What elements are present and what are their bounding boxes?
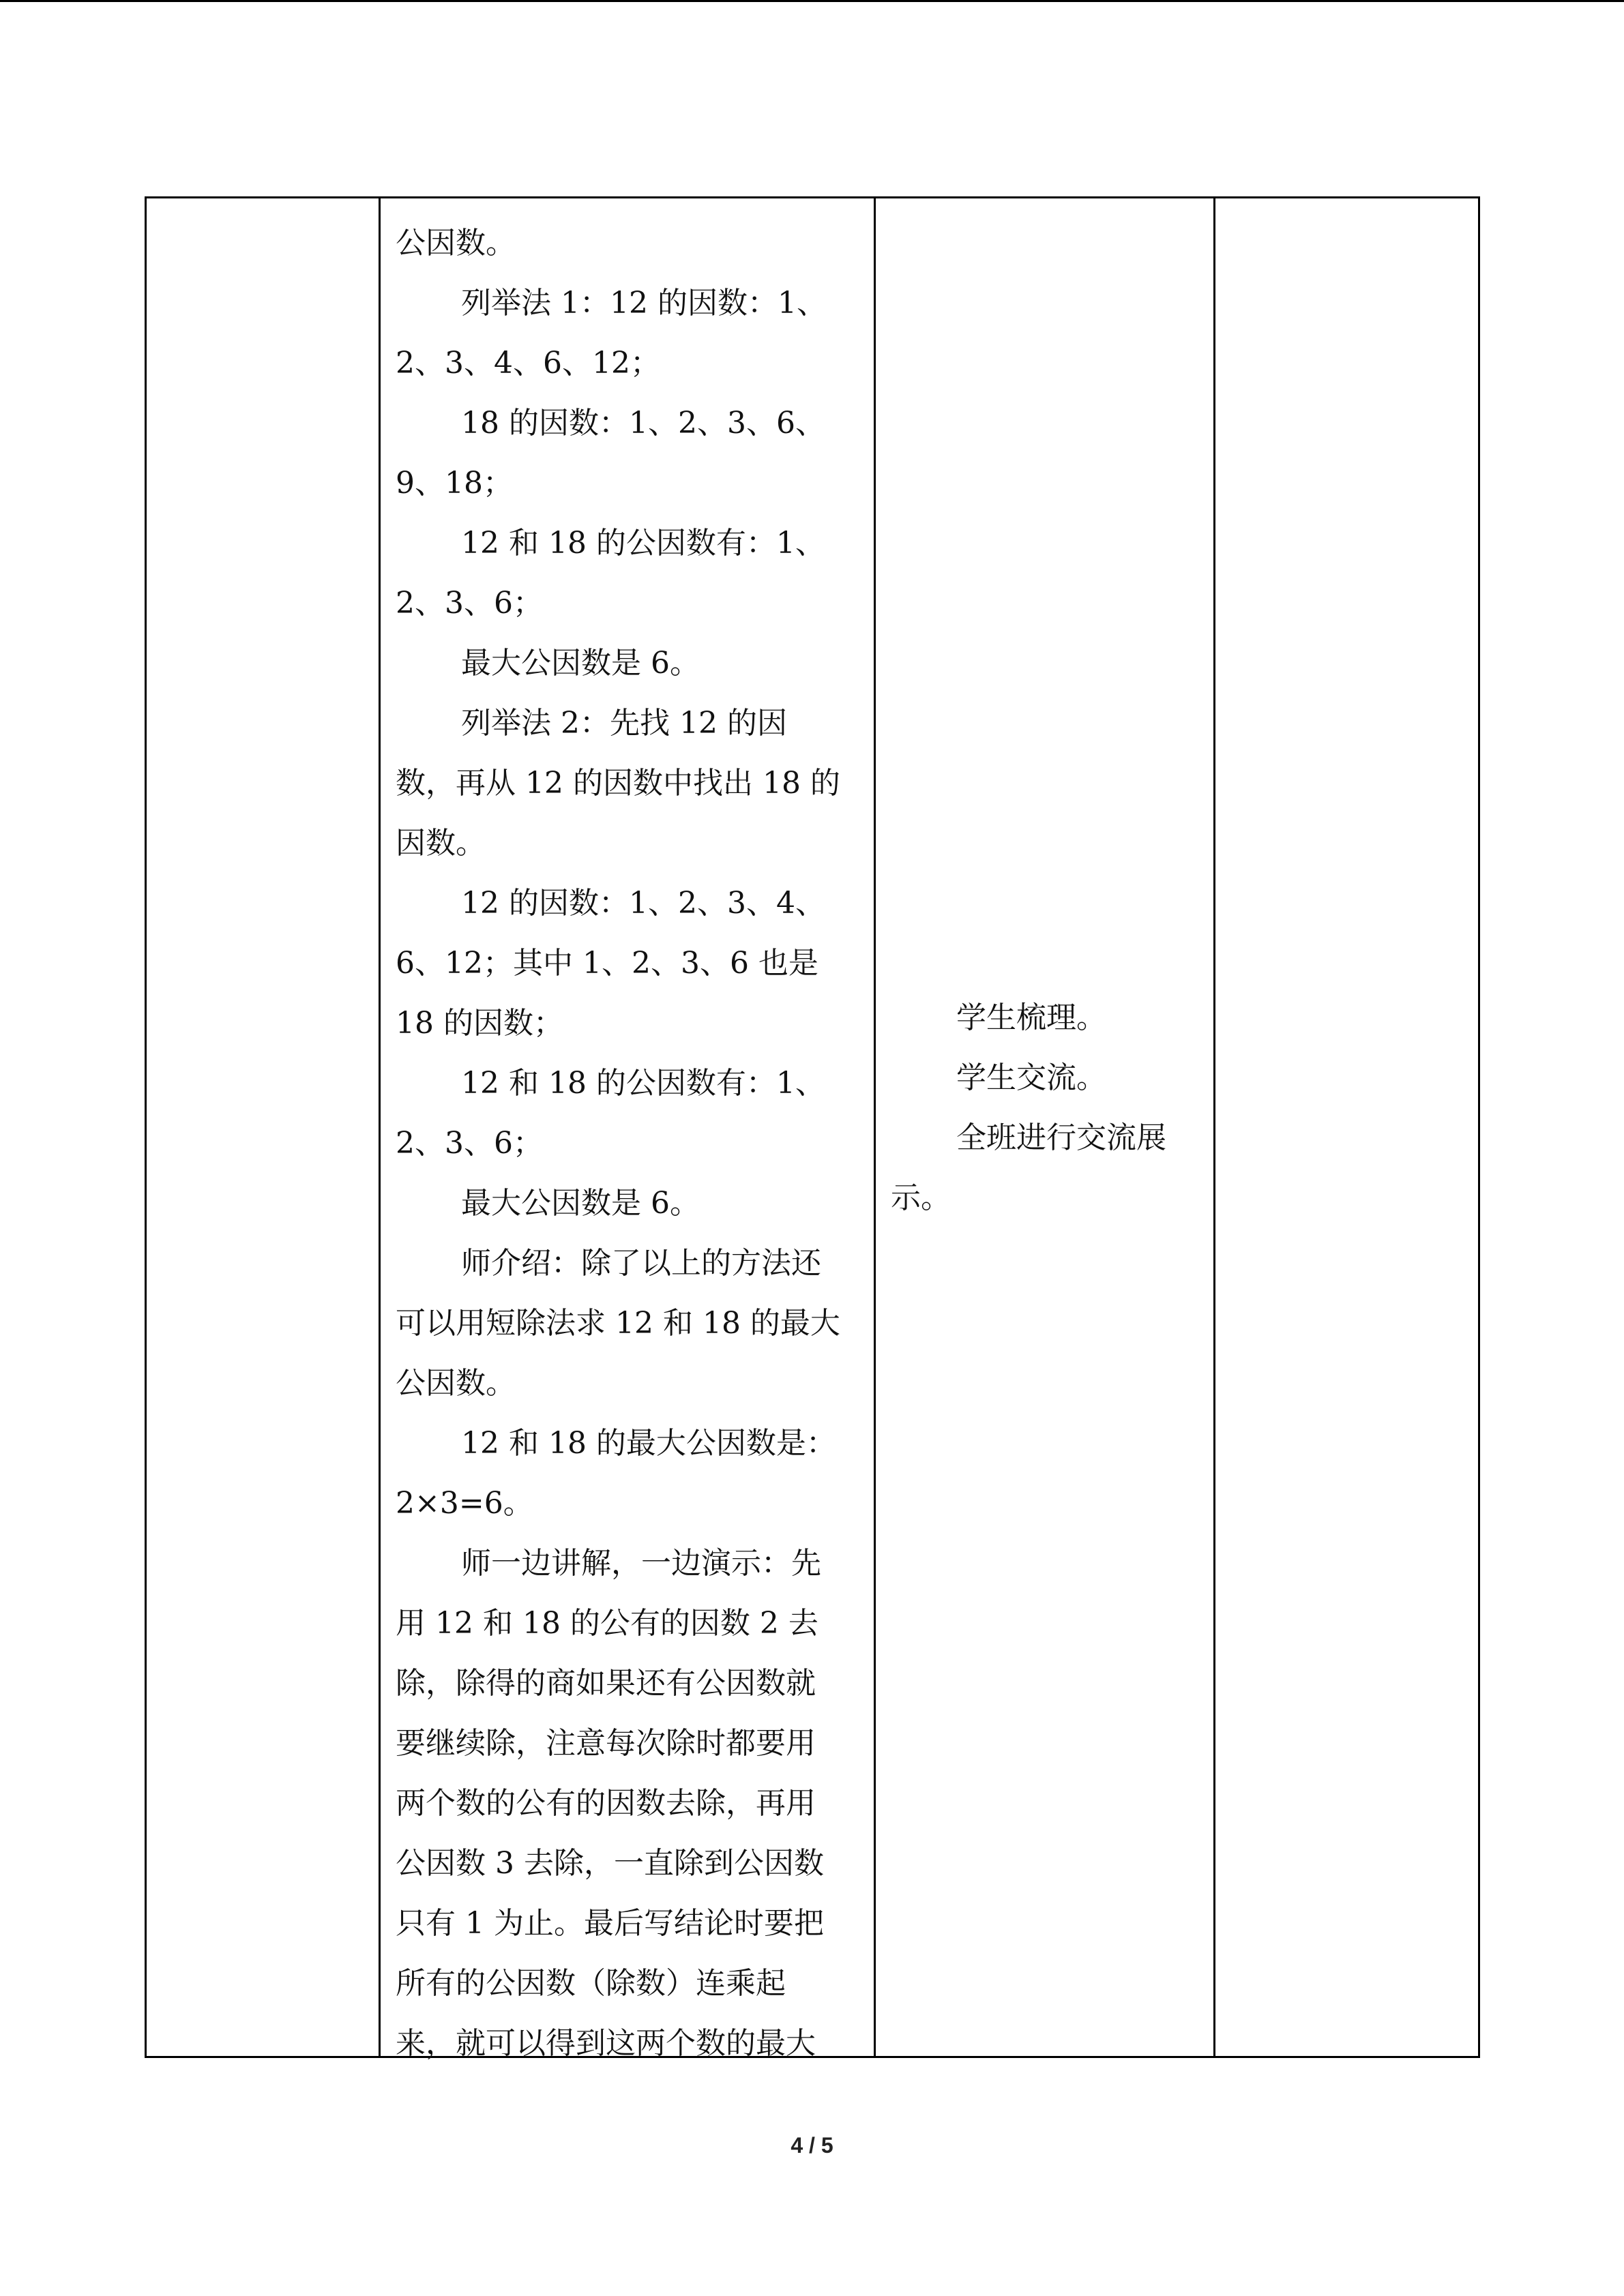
process-text-line: 两个数的公有的因数去除，再用 [396,1786,816,1821]
page-top-border [0,0,1624,2]
process-text-line: 9、18； [396,466,513,501]
process-text-line: 列举法 2：先找 12 的因 [461,706,787,741]
student-text-line: 示。 [891,1180,951,1215]
page-number: 4 / 5 [791,2133,833,2158]
process-text-line: 所有的公因数（除数）连乘起 [396,1966,786,2001]
lesson-table [145,196,1480,2061]
process-text-line: 师一边讲解，一边演示：先 [461,1546,821,1581]
process-text-line: 公因数 3 去除，一直除到公因数 [396,1846,824,1881]
process-text-line: 2、3、6； [396,1126,543,1161]
process-text-line: 列举法 1：12 的因数：1、 [461,286,827,320]
student-text-line: 学生交流。 [956,1060,1106,1095]
process-text-line: 来，就可以得到这两个数的最大 [396,2026,816,2061]
process-text-line: 最大公因数是 6。 [461,1186,700,1221]
process-text-line: 师介绍：除了以上的方法还 [461,1246,821,1281]
process-text-line: 2、3、6； [396,586,543,621]
student-text-line: 学生梳理。 [956,1000,1106,1035]
process-text-line: 12 和 18 的最大公因数是： [461,1426,836,1461]
process-text-line: 6、12；其中 1、2、3、6 也是 [396,946,818,981]
process-text-line: 只有 1 为止。最后写结论时要把 [396,1906,824,1941]
process-text-line: 12 和 18 的公因数有：1、 [461,526,825,561]
process-text-line: 数，再从 12 的因数中找出 18 的 [396,766,840,801]
process-text-line: 12 和 18 的公因数有：1、 [461,1066,825,1101]
process-text-line: 2、3、4、6、12； [396,346,660,381]
process-text-line: 可以用短除法求 12 和 18 的最大 [396,1306,840,1341]
process-text-line: 18 的因数：1、2、3、6、 [461,406,825,441]
student-text-line: 全班进行交流展 [956,1120,1166,1155]
process-text-line: 除，除得的商如果还有公因数就 [396,1666,816,1701]
process-text-line: 因数。 [396,826,486,861]
process-text-line: 公因数。 [396,1366,516,1401]
process-text-line: 12 的因数：1、2、3、4、 [461,886,825,921]
teaching-process-cell [381,198,876,2061]
process-text-line: 最大公因数是 6。 [461,646,700,681]
process-text-line: 用 12 和 18 的公有的因数 2 去 [396,1606,818,1641]
process-text-line: 2×3=6。 [396,1486,533,1521]
process-text-line: 18 的因数； [396,1006,563,1041]
process-text-line: 公因数。 [396,226,516,260]
process-text-line: 要继续除，注意每次除时都要用 [396,1726,816,1761]
student-activity-cell [876,198,1215,2056]
